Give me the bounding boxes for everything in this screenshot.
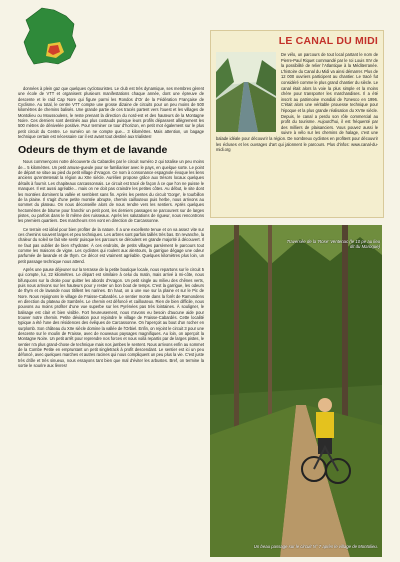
forest-cyclist-photo [210, 225, 382, 557]
section-heading: Odeurs de thym et de lavande [18, 144, 168, 157]
caption-bottom: Un beau passage sur le circuit N° 7 après le village de Montolieu. [253, 544, 378, 549]
caption-top: Traversée de la 'Rose' Ventenac (le 10 pe au lieu dit du Maroque) [286, 239, 380, 250]
article-left-column [18, 86, 204, 372]
france-map-inset [20, 6, 80, 68]
sidebar-title: LE CANAL DU MIDI [278, 35, 378, 47]
canal-photo [216, 52, 276, 132]
body-paragraph-3: Après une pause déjeuner sur la terrasse de la petite boutique locale, nous repartons sur le circuit 5 qui compte, lui, 22 kilomètres. Le départ est similaire à celui du matin, mais arrivé à mi-côte, nous bifurquons sur la droite pour quitter les abords d'Aragon. Un petit single au milieu des chênes verts, puis nous arrivons sur les hauteurs pour y rester un bon bout de temps. C'est la garrigue, les odeurs de thym et de lavande nous titillent les narines. En haut, on a une vue sur la plaine et sur le Pic de Nore. Nous rejoignons le village de Fraisse-Cabardès. Le sentier monte dans la forêt de Ramondens en direction du plateau de Sambrès. Le chemin est défoncé et caillouteux. Rien de bien difficile, nous pouvons au moins profiter d'une vue superbe sur les Pyrénées pas très lointaines. À souligner, le balisage est clair et bien visible. Fort heureusement, nous n'avons eu besoin d'aucune aide pour trouver notre chemin. Petite déviation pour rejoindre le village de Fraisse-Cabardès. Cette localité typique a été l'une des résidences des évêques de Carcassonne. On l'aperçoit au bout d'un rocher en surplomb. Son château du XIIe siècle domine la vallée de l'Orbiel. Enfin, on rejoint le circuit 3 pour une descente sur le moulin de Fraisse, avec de nouveaux paysages magnifiques. Au loin, on aperçoit la Montagne Noire. Un petit arrêt pour reprendre nos forces et nous voilà repartis par de larges pistes, le sentier n'a plus grand-chose de technique mais nos jambes le sentent. Nous arrivons enfin au sommet de la Combe Petite en empruntant un petit singletrack à profit descendant. Le sentier est ici un peu défoncé, avec quelques marches et autres racines qui nous compliquent un peu plus la vie. C'est juste très drôle et très sinueux, nous essayons tant bien que mal d'éviter les arbustes. Bref, on termine la sortie le sourire aux lèvres! [18, 266, 204, 369]
body-paragraph-2: Ce terrain est idéal pour bien profiter de la nature. Il a une excellente tenue et on va assez vite sur ces chemins souvent larges et peu techniques. Les arbres sont parfois taillés très bas. En revanche, la chaleur du soleil se fait vite sentir puisque les parcours se déroulent en grande majorité à découvert. Il ne faut pas oublier de bien s'hydrater. À ces endroits, de petits villages parsèment le parcours tout comme les maisons de vigne. Les cyclistes qui roulent aux alentours, la garrigue dégage une odeur parfumée de lavande et de thym. Ce décor est vraiment agréable. Quelques kilomètres plus loin, un petit passage technique nous attend. [18, 226, 204, 264]
sidebar-text: De vélo, un parcours de tout local partant le nom de Pierre-Paul Riquet commandé par le roi Louis XIV de la possibilité de relier l'Atlantique à la Méditerranée. L'histoire du Canal du Midi va ainsi démarrer. Plus de 12 000 ouvriers participent au chantier. Le tracé fut considéré comme le plus grand chantier du siècle. Le canal était alors la voie la plus simple et la moins chère pour transporter les marchandises. Il a été inscrit au patrimoine mondial de l'Unesco en 1996. C'était alors une véritable prouesse technique pour l'époque et la plus grande réalisation du XVIIe siècle. Depuis, le canal a perdu son rôle commercial au profit du tourisme. Aujourd'hui, il est fréquenté par des milliers de plaisanciers. Vous pouvez aussi le suivre à vélo sur les chemins de halage, c'est une balade idéale pour découvrir la région. De nombreux cyclistes en profitent pour découvrir les écluses et les ouvrages d'art qui jalonnent le parcours. Plus d'infos: www.canal-du-midi.org [216, 52, 378, 153]
intro-paragraph: données à plein gaz que quelques cyclotouristes. Le club est très dynamique, ses membres gèrent une école de VTT et organisent plusieurs manifestations chaque année, dont une épreuve de descente et le raid Cap Nore qui figure parmi les Rondos d'Or de la Fédération Française de Cyclisme. Au total, le centre VTT compte une grosse dizaine de circuits pour un peu moins de 500 kilomètres de chemins balisés. Une grande partie de ces tracés partent vers l'ouest et les villages de Montolieu ou Moussoulens, le reste prenant la direction du nord-est et des hauteurs de la Montagne Noire. Ces derniers sont destinés aux plus costauds puisque leurs profils dépassent allègrement les 500 mètres de dénivelée positive. Pour terminer ce tour d'horizon, en petit mot également sur le plus petit circuit du Centre. Le numéro un ne compte que... 3 kilomètres. Mais attention, un bagage technique certain est nécessaire car il est avant tout destiné aux trialistes! [18, 86, 204, 140]
body-paragraph-1: Nous commençons notre découverte du Cabardès par le circuit numéro 2 qui totalise un peu moins de... 5 kilomètres. Un petit amuse-gueule pour se familiariser avec le pays, en quelque sorte. Le point de départ se situe au pied du petit village d'Aragon. Ce nom à consonance espagnole évoque les liens anciens qu'entretenait la région au XIIe siècle. Aurélien propose grâce aux trésors locaux quelques détails à fournir. Les chapiteaux carcassonnais. Le circuit est tracé de façon à ce que l'on ne puisse le manquer. Il est aussi agréable... mais on ne doit pas craindre les petites côtes. Au début, le site dont les montées dominent la vallée et semblent sans fin. Après les pentes du circuit 'Gorge', le tourbillon de la plaine. Il s'agit d'une petite montée abrupte, chemin caillouteux puis herbe, nous arrivons au sommet du plateau. On nous déconseille alors de nous rendre vers les sentiers. Après quelques hectomètres de bitume pour franchir un petit pont, les derniers passages se parcourent sur de larges pistes, ou parfois dans le lit même des ruisseaux. Après les salutations de rigueur, nous rencontrons les premiers quartiers. Des marcheurs s'en vont en direction de Carcassonne. [18, 159, 204, 224]
canal-du-midi-box [210, 30, 384, 218]
